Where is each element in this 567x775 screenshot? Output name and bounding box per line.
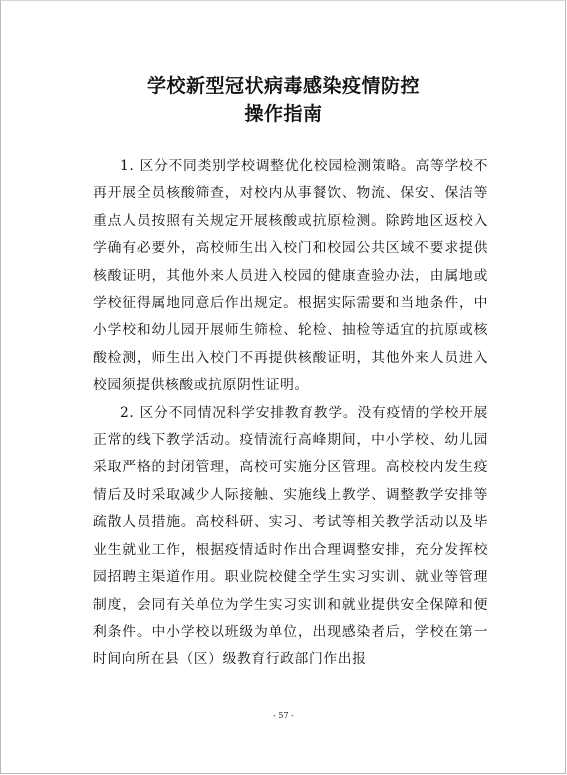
- page-number: - 57 -: [273, 711, 294, 720]
- document-subtitle: 操作指南: [244, 103, 323, 125]
- document-body: [93, 153, 488, 674]
- paragraph-1: 1. 区分不同类别学校调整优化校园检测策略。高等学校不再开展全员核酸筛查，对校内从事餐饮、物流、保安、保洁等重点人员按照有关规定开展核酸或抗原检测。除跨地区返校入学确有必要外，高校师生出入校门和校园公共区域不要求提供核酸证明，其他外来人员进入校园的健康查验办法，由属地或学校征得属地同意后作出规定。根据实际需要和当地条件，中小学校和幼儿园开展师生筛检、轮检、抽检等适宜的抗原或核酸检测，师生出入校门不再提供核酸证明，其他外来人员进入校园须提供核酸或抗原阴性证明。: [93, 158, 488, 394]
- paragraph-2: 2. 区分不同情况科学安排教育教学。没有疫情的学校开展正常的线下教学活动。疫情流行高峰期间，中小学校、幼儿园采取严格的封闭管理，高校可实施分区管理。高校校内发生疫情后及时采取减少人际接触、实施线上教学、调整教学安排等疏散人员措施。高校科研、实习、考试等相关教学活动以及毕业生就业工作，根据疫情适时作出合理调整安排，充分发挥校园招聘主渠道作用。职业院校健全学生实习实训、就业等管理制度，会同有关单位为学生实习实训和就业提供安全保障和便利条件。中小学校以班级为单位，出现感染者后，学校在第一时间向所在县（区）级教育行政部门作出报: [93, 404, 488, 668]
- document-title: 学校新型冠状病毒感染疫情防控: [146, 75, 420, 97]
